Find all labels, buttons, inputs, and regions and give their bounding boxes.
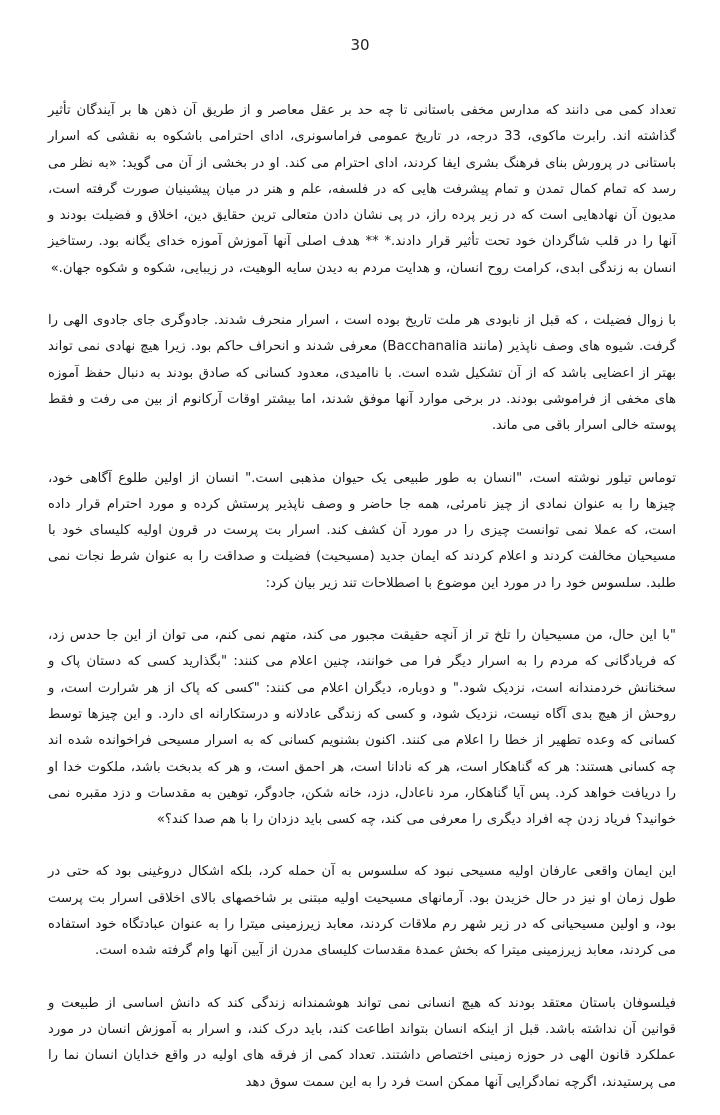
paragraph-1: تعداد کمی می دانند که مدارس مخفی باستانی تا چه حد بر عقل معاصر و از طریق آن ذهن ها بر آیندگان تأثیر گذاشته اند. رابرت ماکوی، 33 درجه، در تاریخ عمومی فراماسونری، ادای احترامی باشکوه به نقشی که اسرار باستانی در پرورش بنای فرهنگ بشری ایفا کردند، ادای احترام می کند. او در بخشی از آن می گوید: «به نظر می رسد که تمام کمال تمدن و تمام پیشرفت هایی که در فلسفه، علم و هنر در میان پیشینیان صورت گرفته است، مدیون آن نهادهایی است که در زیر پرده راز، در پی نشان دادن متعالی ترین حقایق دین، اخلاق و فضیلت بودند و آنها را در قلب شاگردان خود تحت تأثیر قرار دادند.* ** هدف اصلی آنها آموزش آموزه خدای یگانه بود. رستاخیز انسان به زندگی ابدی، کرامت روح انسان، و هدایت مردم به دیدن سایه الوهیت، در زیبایی، شکوه و شکوه جهان.»: [48, 103, 677, 276]
paragraph-6: فیلسوفان باستان معتقد بودند که هیچ انسانی نمی تواند هوشمندانه زندگی کند که دانش اساسی از طبیعت و قوانین آن نداشته باشد. قبل از اینکه انسان بتواند اطاعت کند، باید درک کند، و اسرار به آموزش انسان در مورد عملکرد قانون الهی در حوزه زمینی اختصاص داشتند. تعداد کمی از فرقه های اولیه در واقع خدایان انسان نما را می پرستیدند، اگرچه نمادگرایی آنها ممکن است فرد را به این سمت سوق دهد: [48, 995, 676, 1090]
paragraph-5: این ایمان واقعی عارفان اولیه مسیحی نبود که سلسوس به آن حمله کرد، بلکه اشکال دروغینی بود که حتی در طول زمان او نیز در حال خزیدن بود. آرمانهای مسیحیت اولیه مبتنی بر شاخصهای بالای اخلاقی اسرار بت پرست بود، و اولین مسیحیانی که در زیر شهر رم ملاقات کردند، معابد زیرزمینی میترا را به عنوان عبادتگاه خود استفاده می کردند، معابد زیرزمینی میترا که بخش عمدۀ مقدسات کلیسای مدرن از آیین آنها وام گرفته شده است.: [48, 864, 676, 959]
body-text: [48, 98, 676, 1096]
paragraph-3: توماس تیلور نوشته است، "انسان به طور طبیعی یک حیوان مذهبی است." انسان از اولین طلوع آگاهی خود، چیزها را به عنوان نمادی از چیز نامرئی، همه جا حاضر و وصف ناپذیر پرستش کرده و مورد احترام قرار داده است، که عملا نمی توانست چیزی را در مورد آن کشف کند. اسرار بت پرست در قرون اولیه کلیسای خود با مسیحیان مخالفت کردند و اعلام کردند که ایمان جدید (مسیحیت) فضیلت و صداقت را به عنوان شرط نجات نمی طلبد. سلسوس خود را در مورد این موضوع با اصطلاحات تند زیر بیان کرد:: [48, 470, 676, 591]
paragraph-4: "با این حال، من مسیحیان را تلخ تر از آنچه حقیقت مجبور می کند، متهم نمی کنم، می توان از این جا حدس زد، که فریادگانی که مردم را به اسرار دیگر فرا می خوانند، چنین اعلام می کنند: "بگذارید کسی که دستان پاک و سخنانش خردمندانه است، نزدیک شود." و دوباره، دیگران اعلام می کنند: "کسی که پاک از هر شرارت است، و روحش از هیچ بدی آگاه نیست، نزدیک شود، و کسی که زندگی عادلانه و درستکارانه ای دارد. و این چیزها توسط کسانی که وعده تطهیر از خطا را اعلام می کنند. اکنون بشنویم کسانی که به اسرار مسیحی فراخوانده شده اند چه کسانی هستند: هر که گناهکار است، هر که نادانا است، هر احمق است، و هر که بدبخت باشد، ملکوت خدا او را دریافت خواهد کرد. پس آیا گناهکار، مرد ناعادل، دزد، خانه شکن، جادوگر، توهین به مقدسات و دزد مقبره نمی خوانید؟ فریاد زدن چه افراد دیگری را معرفی می کند، چه کسی باید دزدان را با هم صدا کند؟»: [48, 628, 676, 828]
paragraph-2: با زوال فضیلت ، که قبل از نابودی هر ملت تاریخ بوده است ، اسرار منحرف شدند. جادوگری جای جادوی الهی را گرفت. شیوه های وصف ناپذیر (مانند Bacchanalia) معرفی شدند و انحراف حاکم بود. زیرا هیچ نهادی نمی تواند بهتر از اعضایی باشد که از آن تشکیل شده است. با ناامیدی، معدود کسانی که صادق بودند به دنبال حفظ آموزه های مخفی از فراموشی بودند. در برخی موارد آنها موفق شدند، اما بیشتر اوقات آرکانوم از بین می رفت و فقط پوسته خالی اسرار باقی می ماند.: [48, 313, 676, 434]
page-number: 30: [350, 36, 370, 54]
